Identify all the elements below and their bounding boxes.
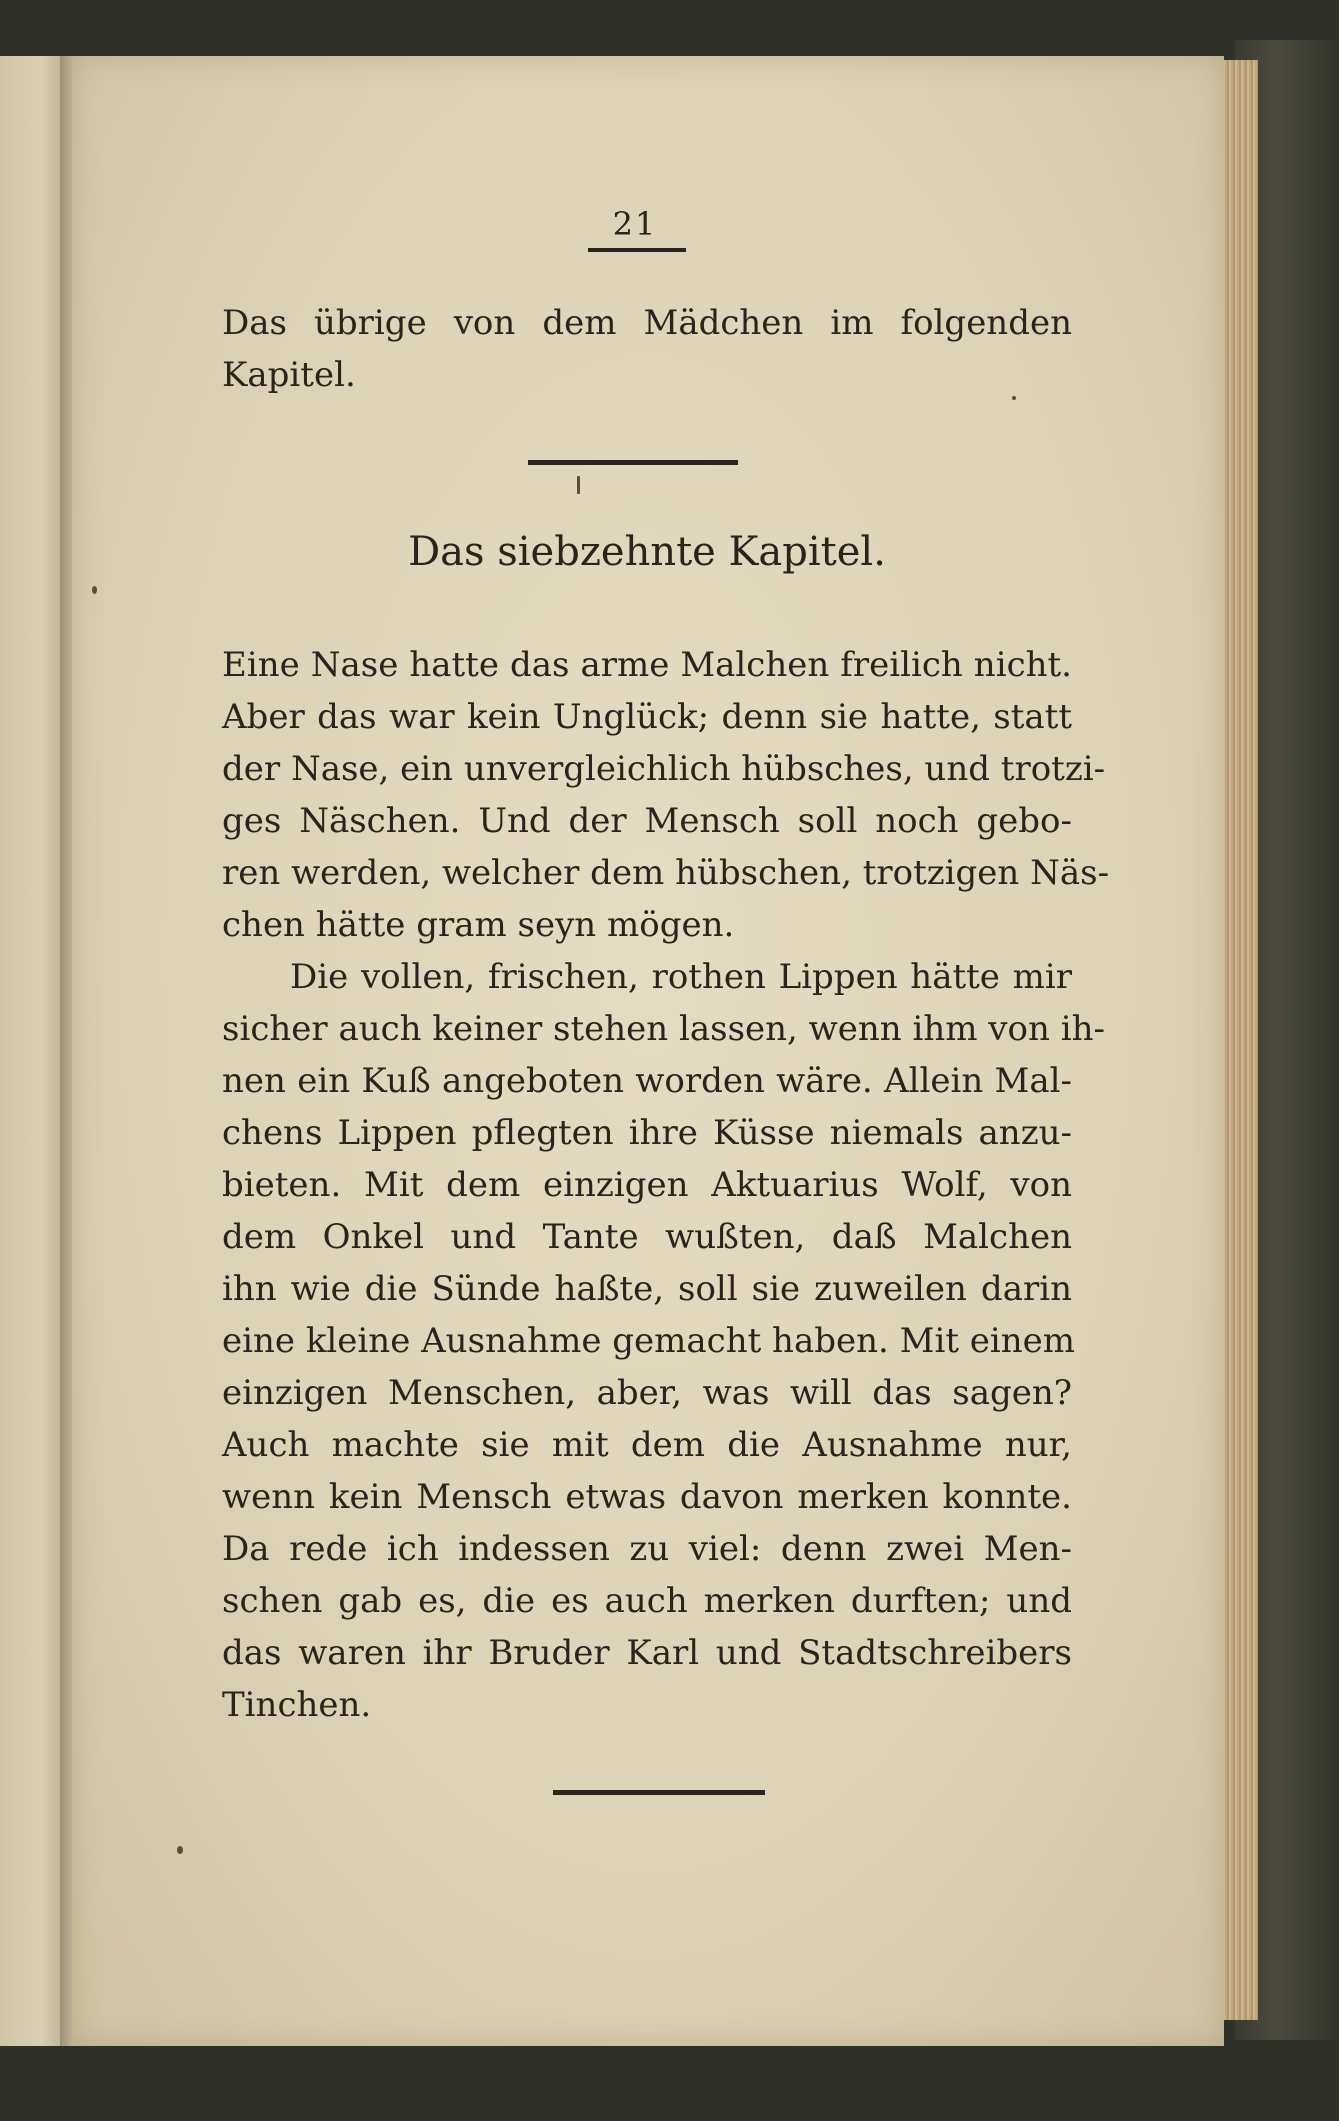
intro-line-1: Das übrige von dem Mädchen im folgenden	[222, 303, 1072, 343]
paragraph2-line-1: Die vollen, frischen, rothen Lippen hätte mir	[290, 957, 1072, 997]
page-edges	[1220, 60, 1258, 2020]
paragraph2-line-6: dem Onkel und Tante wußten, daß Malchen	[222, 1217, 1072, 1257]
paper-speck	[92, 586, 97, 594]
paragraph1-line-4: ges Näschen. Und der Mensch soll noch gebo-	[222, 801, 1072, 841]
paragraph2-line-2: sicher auch keiner stehen lassen, wenn ihm von ih-	[222, 1009, 1105, 1049]
intro-line-2: Kapitel.	[222, 355, 356, 395]
paragraph2-line-3: nen ein Kuß angeboten worden wäre. Allein Mal-	[222, 1061, 1072, 1101]
paragraph2-line-4: chens Lippen pflegten ihre Küsse niemals anzu-	[222, 1113, 1072, 1153]
paper-speck	[577, 476, 580, 494]
paragraph2-line-13: schen gab es, die es auch merken durften; und	[222, 1581, 1072, 1621]
paragraph2-line-15: Tinchen.	[222, 1685, 372, 1725]
page-number-rule	[588, 248, 686, 252]
paragraph2-line-9: einzigen Menschen, aber, was will das sagen?	[222, 1373, 1072, 1413]
paragraph1-line-2: Aber das war kein Unglück; denn sie hatte, statt	[222, 697, 1072, 737]
chapter-title: Das siebzehnte Kapitel.	[408, 529, 886, 575]
paragraph2-line-10: Auch machte sie mit dem die Ausnahme nur,	[222, 1425, 1072, 1465]
paragraph2-line-11: wenn kein Mensch etwas davon merken konnte.	[222, 1477, 1072, 1517]
paper-speck	[177, 1846, 183, 1854]
paragraph1-line-3: der Nase, ein unvergleichlich hübsches, und trotzi-	[222, 749, 1106, 789]
facing-page-sliver	[0, 56, 68, 2046]
cover-top-edge	[0, 0, 1339, 58]
paragraph1-line-1: Eine Nase hatte das arme Malchen freilich nicht.	[222, 645, 1072, 685]
end-divider	[553, 1790, 765, 1795]
page-number: 21	[612, 205, 658, 243]
paragraph2-line-12: Da rede ich indessen zu viel: denn zwei Men-	[222, 1529, 1072, 1569]
paragraph2-line-5: bieten. Mit dem einzigen Aktuarius Wolf, von	[222, 1165, 1072, 1205]
paragraph2-line-14: das waren ihr Bruder Karl und Stadtschreibers	[222, 1633, 1072, 1673]
paragraph2-line-8: eine kleine Ausnahme gemacht haben. Mit einem	[222, 1321, 1076, 1361]
paragraph1-line-6: chen hätte gram seyn mögen.	[222, 905, 735, 945]
paragraph1-line-5: ren werden, welcher dem hübschen, trotzigen Näs-	[222, 853, 1110, 893]
section-divider	[528, 460, 738, 465]
paper-speck	[1012, 396, 1016, 400]
paragraph2-line-7: ihn wie die Sünde haßte, soll sie zuweilen darin	[222, 1269, 1072, 1309]
